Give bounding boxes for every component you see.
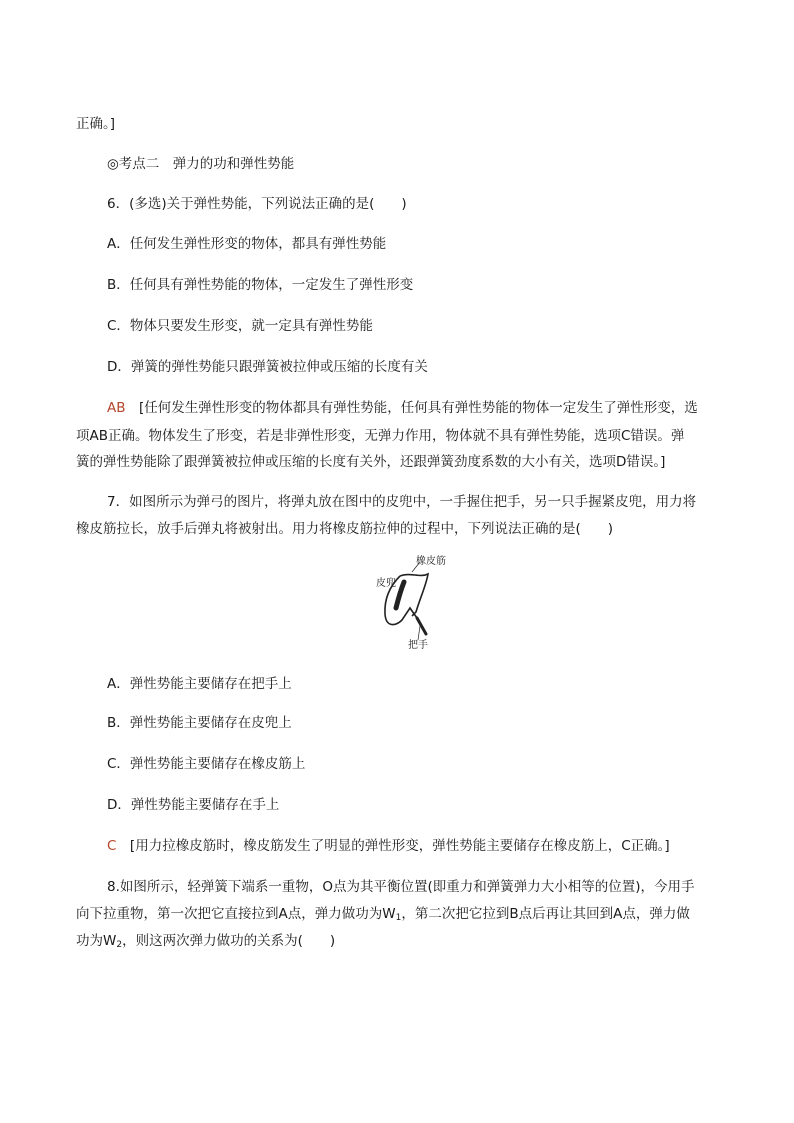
answer-6-explanation-1: [任何发生弹性形变的物体都具有弹性势能，任何具有弹性势能的物体一定发生了弹性形变，选 [125,400,698,416]
w1-subscript: 1 [395,913,402,923]
answer-7-key: C [107,838,117,854]
prev-answer-tail: 正确。] [76,116,116,132]
question-8-stem-2-text: 向下拉重物，第一次把它直接拉到A点，弹力做功为W [76,906,396,922]
question-8-stem-3 [76,931,335,955]
question-7-option-d: D．弹性势能主要储存在手上 [107,797,280,813]
question-6-stem: 6．(多选)关于弹性势能，下列说法正确的是( ) [107,196,407,212]
answer-6-key: AB [107,400,126,416]
question-8-stem-2 [76,904,690,928]
question-8-stem-3-text: 功为W [76,933,117,949]
w2-subscript: 2 [116,940,123,950]
question-7-stem-2: 橡皮筋拉长，放手后弹丸将被射出。用力将橡皮筋拉伸的过程中，下列说法正确的是( ) [76,521,614,537]
figure-label-band: 橡皮筋 [416,556,446,567]
answer-7 [107,836,670,856]
question-6-option-a: A．任何发生弹性形变的物体，都具有弹性势能 [107,236,387,252]
question-6-option-b: B．任何具有弹性势能的物体，一定发生了弹性形变 [107,277,414,293]
question-7-option-a: A．弹性势能主要储存在把手上 [107,676,292,692]
section-heading: ◎考点二 弹力的功和弹性势能 [107,156,295,172]
answer-7-explanation: [用力拉橡皮筋时，橡皮筋发生了明显的弹性形变，弹性势能主要储存在橡皮筋上，C正确。] [116,838,670,854]
question-7-option-b: B．弹性势能主要储存在皮兜上 [107,715,292,731]
figure-label-handle: 把手 [408,640,428,651]
answer-6-line-3: 簧的弹性势能除了跟弹簧被拉伸或压缩的长度有关外，还跟弹簧劲度系数的大小有关，选项D错误。] [76,454,666,470]
question-8-stem-1: 8.如图所示，轻弹簧下端系一重物，O点为其平衡位置(即重力和弹簧弹力大小相等的位置)，今用手 [107,879,695,895]
question-8-stem-3-text-b: ，则这两次弹力做功的关系为( ) [122,933,336,949]
question-8-stem-2-text-b: ，第二次把它拉到B点后再让其回到A点，弹力做 [401,906,690,922]
slingshot-figure [370,556,450,656]
figure-label-pouch: 皮兜 [376,578,396,589]
question-6-option-c: C．物体只要发生形变，就一定具有弹性势能 [107,318,373,334]
question-7-stem-1: 7．如图所示为弹弓的图片，将弹丸放在图中的皮兜中，一手握住把手，另一只手握紧皮兜，用力将 [107,494,697,510]
answer-6-line-2: 项AB正确。物体发生了形变，若是非弹性形变，无弹力作用，物体就不具有弹性势能，选项C错误。弹 [76,428,685,444]
answer-6-line-1 [107,398,698,418]
question-7-option-c: C．弹性势能主要储存在橡皮筋上 [107,756,306,772]
question-6-option-d: D．弹簧的弹性势能只跟弹簧被拉伸或压缩的长度有关 [107,359,428,375]
